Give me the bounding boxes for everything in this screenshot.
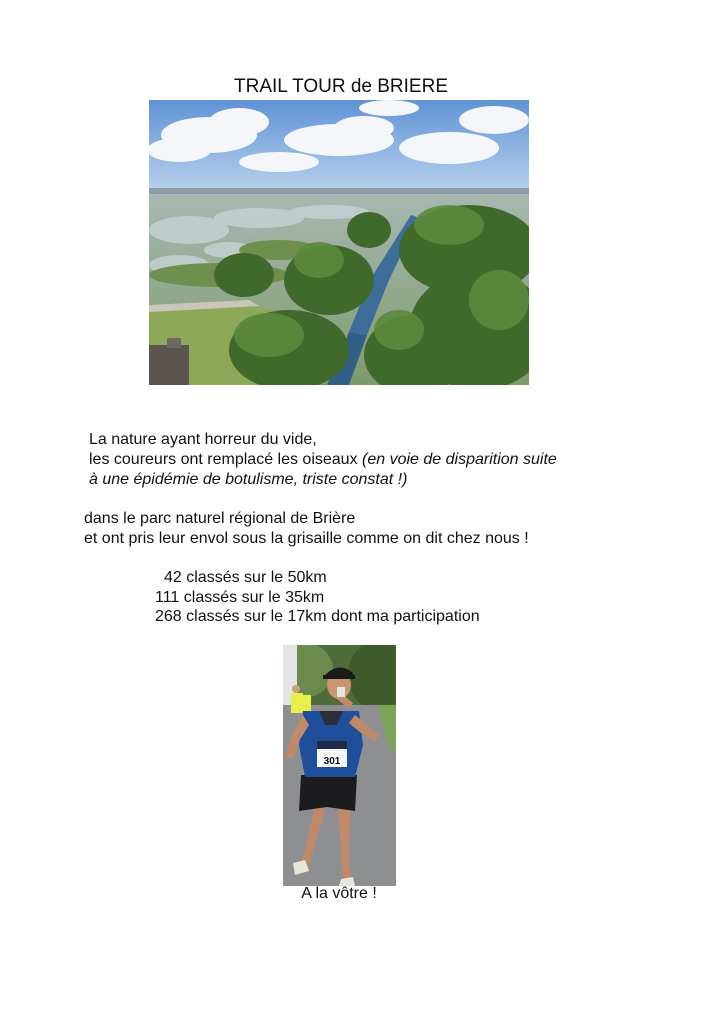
marsh-landscape-illustration xyxy=(149,100,529,385)
intro-line-1: La nature ayant horreur du vide, xyxy=(89,431,317,448)
intro-line-2-italic: (en voie de disparition suite xyxy=(362,451,557,468)
intro-line-2-plain: les coureurs ont remplacé les oiseaux xyxy=(89,451,363,468)
intro-line-2 xyxy=(89,450,557,470)
intro-line-3-italic: à une épidémie de botulisme, triste constat !) xyxy=(89,471,408,488)
result-50km: 42 classés sur le 50km xyxy=(164,569,327,586)
runner-illustration xyxy=(283,645,396,886)
result-35km: 111 classés sur le 35km xyxy=(155,589,325,606)
photo-caption: A la vôtre ! xyxy=(301,885,377,902)
park-line-2: et ont pris leur envol sous la grisaille comme on dit chez nous ! xyxy=(84,530,529,547)
result-17km: 268 classés sur le 17km dont ma participation xyxy=(155,608,480,625)
bib-number: 301 xyxy=(323,756,341,767)
park-line-1: dans le parc naturel régional de Brière xyxy=(84,510,356,527)
marsh-landscape-photo xyxy=(149,100,529,385)
page-title: TRAIL TOUR de BRIERE xyxy=(234,76,448,97)
runner-photo xyxy=(283,645,396,886)
intro-line-3 xyxy=(89,470,407,490)
